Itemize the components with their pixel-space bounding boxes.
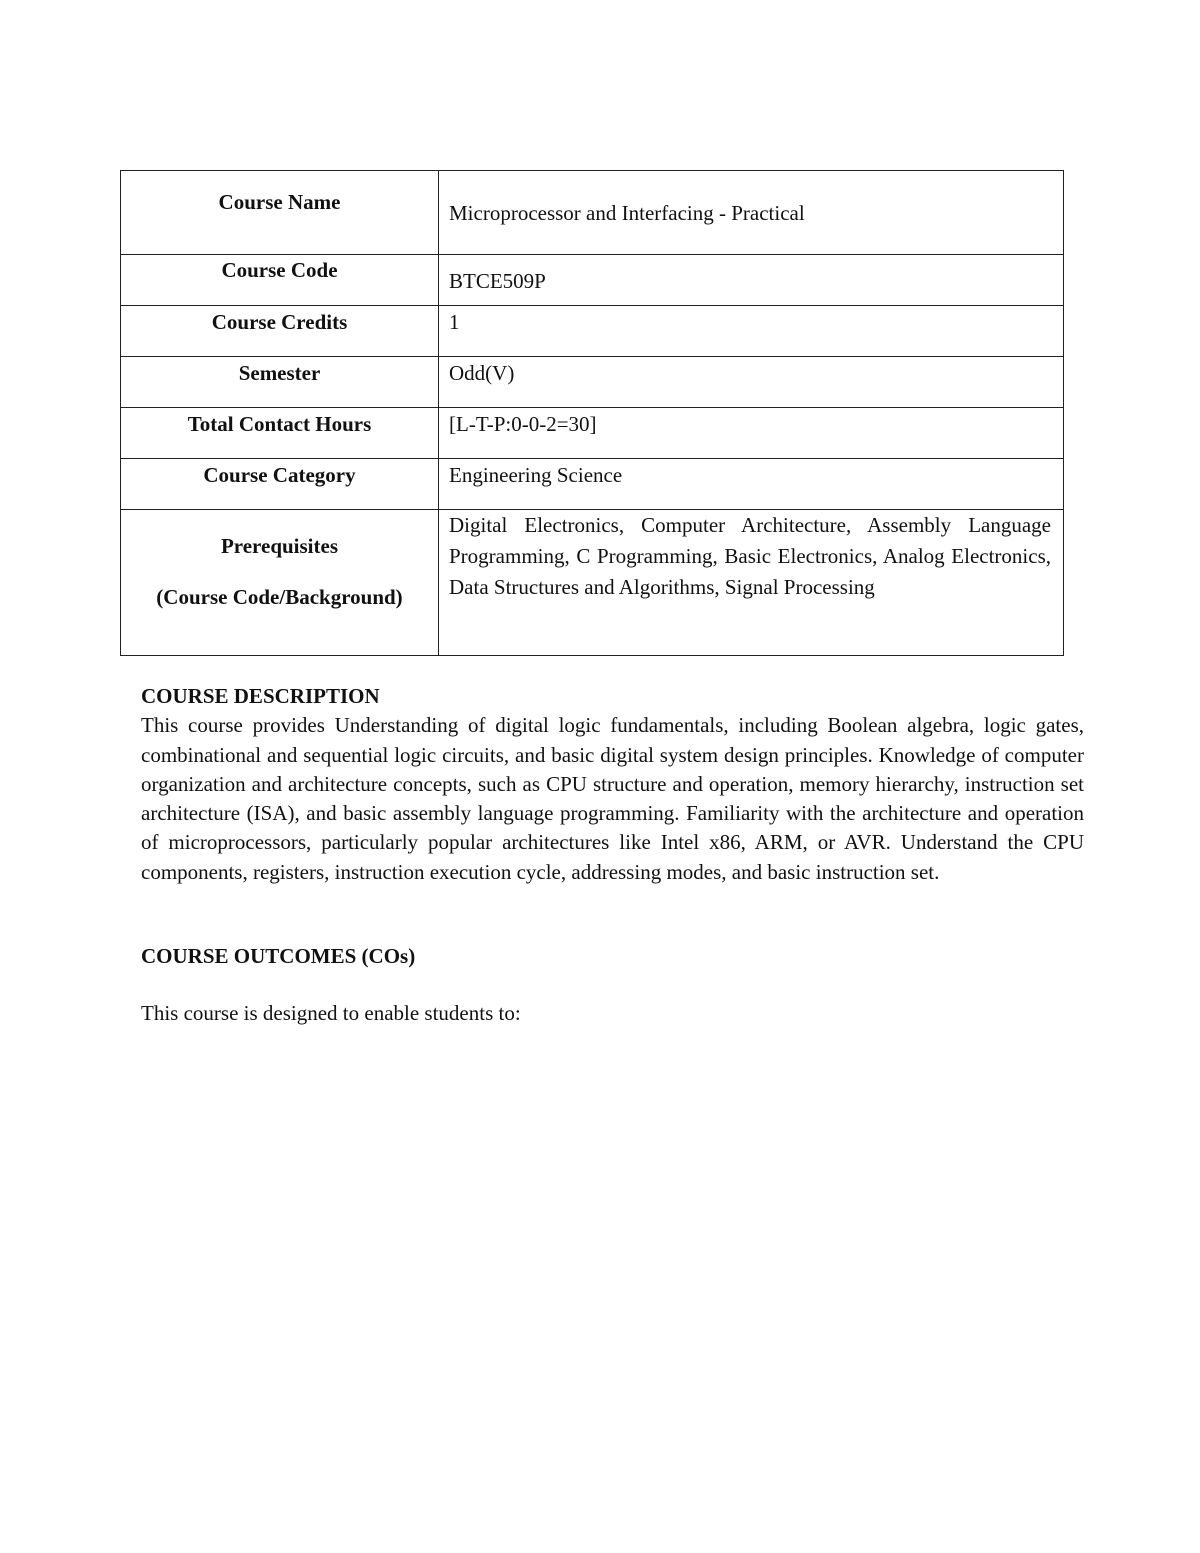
course-code-label: Course Code <box>121 255 439 306</box>
course-category-label: Course Category <box>121 459 439 510</box>
course-description-body: This course provides Understanding of digital logic fundamentals, including Boolean algebra, logic gates, combinational and sequential logic circuits, and basic digital system design principles. Knowledge of computer organization and architecture concepts, such as CPU structure and operation, memory hierarchy, instruction set architecture (ISA), and basic assembly language programming. Familiarity with the architecture and operation of microprocessors, particularly popular architectures like Intel x86, ARM, or AVR. Understand the CPU components, registers, instruction execution cycle, addressing modes, and basic instruction set. <box>141 713 1084 884</box>
table-row-contact-hours <box>121 408 1064 459</box>
table-row-course-category <box>121 459 1064 510</box>
course-outcomes-intro: This course is designed to enable students to: <box>141 1001 521 1025</box>
contact-hours-value: [L-T-P:0-0-2=30] <box>439 408 1064 459</box>
table-row-course-name <box>121 171 1064 255</box>
course-outcomes-heading: COURSE OUTCOMES (COs) <box>141 944 416 968</box>
semester-label: Semester <box>121 357 439 408</box>
table-row-semester <box>121 357 1064 408</box>
course-name-label: Course Name <box>121 171 439 255</box>
course-credits-value: 1 <box>439 306 1064 357</box>
table-row-prerequisites <box>121 510 1064 656</box>
semester-value: Odd(V) <box>439 357 1064 408</box>
course-info-table <box>120 170 1064 656</box>
prerequisites-label: Prerequisites <box>220 534 339 558</box>
course-category-value: Engineering Science <box>439 459 1064 510</box>
course-name-value: Microprocessor and Interfacing - Practical <box>439 171 1064 255</box>
contact-hours-label: Total Contact Hours <box>121 408 439 459</box>
table-row-course-code <box>121 255 1064 306</box>
prerequisites-value: Digital Electronics, Computer Architecture, Assembly Language Programming, C Programming, Basic Electronics, Analog Electronics, Data Structures and Algorithms, Signal Processing <box>439 510 1064 656</box>
course-description-section <box>141 682 1084 887</box>
table-row-course-credits <box>121 306 1064 357</box>
course-credits-label: Course Credits <box>121 306 439 357</box>
prerequisites-sublabel: (Course Code/Background) <box>156 585 403 609</box>
course-code-value: BTCE509P <box>439 255 1064 306</box>
course-description-heading: COURSE DESCRIPTION <box>141 684 380 708</box>
prerequisites-label-cell <box>121 510 439 656</box>
